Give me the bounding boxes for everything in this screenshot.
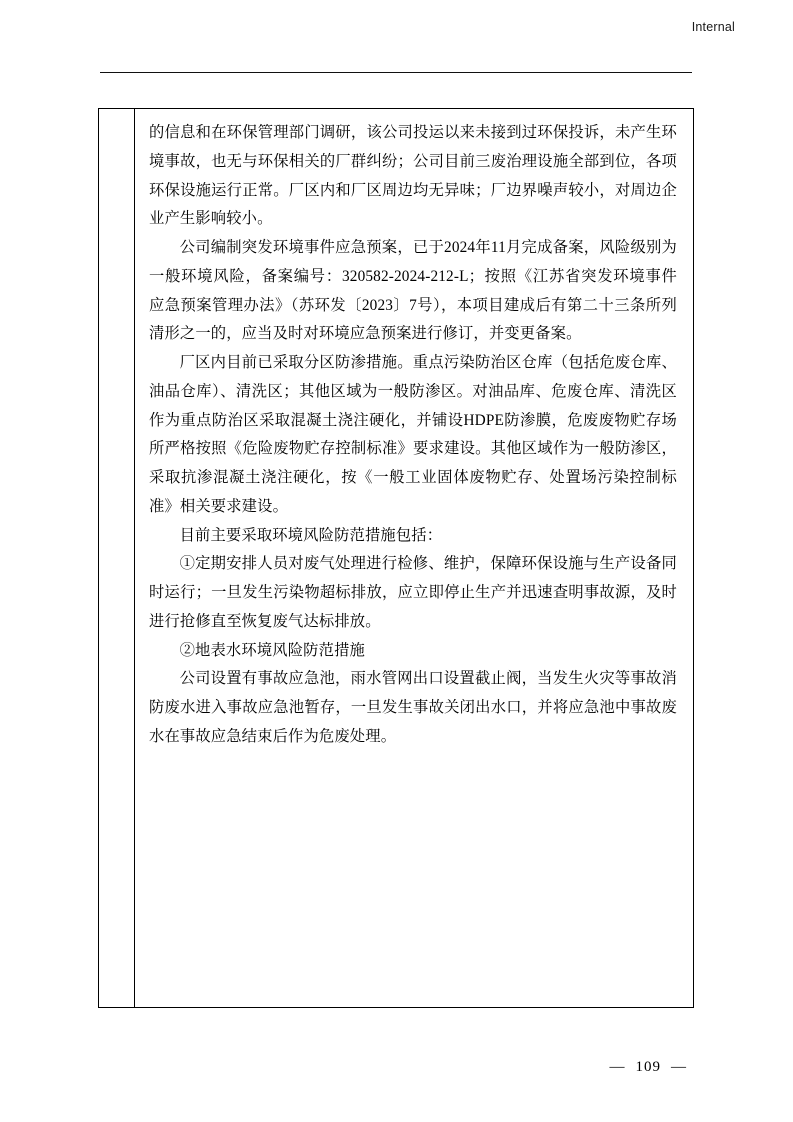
table-body-column: [135, 109, 693, 1007]
page-number: 109: [635, 1059, 661, 1075]
paragraph-5: ①定期安排人员对废气处理进行检修、维护，保障环保设施与生产设备同时运行；一旦发生污染物超标排放，应立即停止生产并迅速查明事故源，及时进行抢修直至恢复废气达标排放。: [149, 555, 677, 630]
footer-dash-left: —: [609, 1059, 626, 1075]
paragraph-6: ②地表水环境风险防范措施: [179, 641, 365, 659]
paragraph-4: 目前主要采取环境风险防范措施包括：: [179, 526, 443, 544]
table-left-column: [99, 109, 135, 1007]
content-table: [98, 108, 694, 1008]
footer-dash-right: —: [671, 1059, 687, 1075]
paragraph-3: 厂区内目前已采取分区防渗措施。重点污染防治区仓库（包括危废仓库、油品仓库）、清洗区；其他区域为一般防渗区。对油品库、危废仓库、清洗区作为重点防治区采取混凝土浇注硬化，并铺设HDPE防渗膜，危废废物贮存场所严格按照《危险废物贮存控制标准》要求建设。其他区域作为一般防渗区，采取抗渗混凝土浇注硬化，按《一般工业固体废物贮存、处置场污染控制标准》相关要求建设。: [149, 354, 677, 515]
classification-marking: Internal: [691, 20, 735, 34]
paragraph-7: 公司设置有事故应急池，雨水管网出口设置截止阀，当发生火灾等事故消防废水进入事故应急池暂存，一旦发生事故关闭出水口，并将应急池中事故废水在事故应急结束后作为危废处理。: [149, 670, 677, 745]
page-footer: [600, 1059, 698, 1076]
paragraph-1: 的信息和在环保管理部门调研，该公司投运以来未接到过环保投诉，未产生环境事故，也无与环保相关的厂群纠纷；公司目前三废治理设施全部到位，各项环保设施运行正常。厂区内和厂区周边均无异味；厂边界噪声较小，对周边企业产生影响较小。: [149, 124, 677, 228]
paragraph-2: 公司编制突发环境事件应急预案，已于2024年11月完成备案，风险级别为一般环境风险，备案编号：320582-2024-212-L；按照《江苏省突发环境事件应急预案管理办法》（苏环发〔2023〕7号），本项目建成后有第二十三条所列清形之一的，应当及时对环境应急预案进行修订，并变更备案。: [149, 239, 677, 343]
header-divider-rule: [100, 72, 692, 73]
